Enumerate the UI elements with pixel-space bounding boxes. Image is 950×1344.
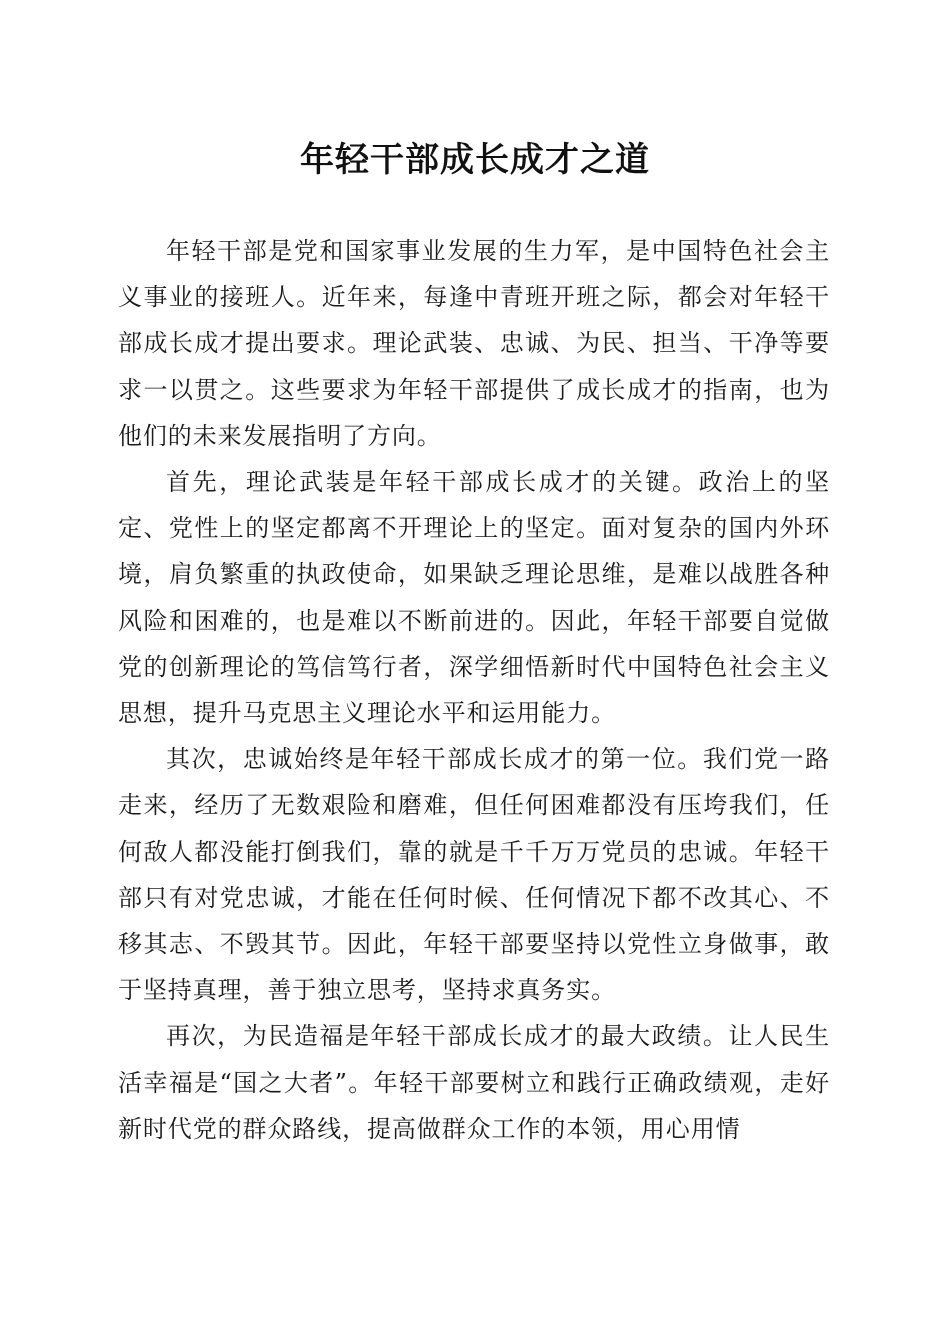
paragraph-theory: 首先，理论武装是年轻干部成长成才的关键。政治上的坚定、党性上的坚定都离不开理论上的坚定。面对复杂的国内外环境，肩负繁重的执政使命，如果缺乏理论思维，是难以战胜各种风险和困难的，也是难以不断前进的。因此，年轻干部要自觉做党的创新理论的笃信笃行者，深学细悟新时代中国特色社会主义思想，提升马克思主义理论水平和运用能力。 — [118, 468, 830, 728]
document-title: 年轻干部成长成才之道 — [300, 140, 650, 180]
paragraph-people: 再次，为民造福是年轻干部成长成才的最大政绩。让人民生活幸福是“国之大者”。年轻干部要树立和践行正确政绩观，走好新时代党的群众路线，提高做群众工作的本领，用心用情 — [118, 1022, 830, 1143]
paragraph-intro: 年轻干部是党和国家事业发展的生力军，是中国特色社会主义事业的接班人。近年来，每逢中青班开班之际，都会对年轻干部成长成才提出要求。理论武装、忠诚、为民、担当、干净等要求一以贯之。这些要求为年轻干部提供了成长成才的指南，也为他们的未来发展指明了方向。 — [118, 237, 830, 450]
paragraph-loyalty: 其次，忠诚始终是年轻干部成长成才的第一位。我们党一路走来，经历了无数艰险和磨难，但任何困难都没有压垮我们，任何敌人都没能打倒我们，靠的就是千千万万党员的忠诚。年轻干部只有对党忠诚，才能在任何时候、任何情况下都不改其心、不移其志、不毁其节。因此，年轻干部要坚持以党性立身做事，敢于坚持真理，善于独立思考，坚持求真务实。 — [118, 745, 830, 1005]
document-body — [118, 228, 830, 1152]
